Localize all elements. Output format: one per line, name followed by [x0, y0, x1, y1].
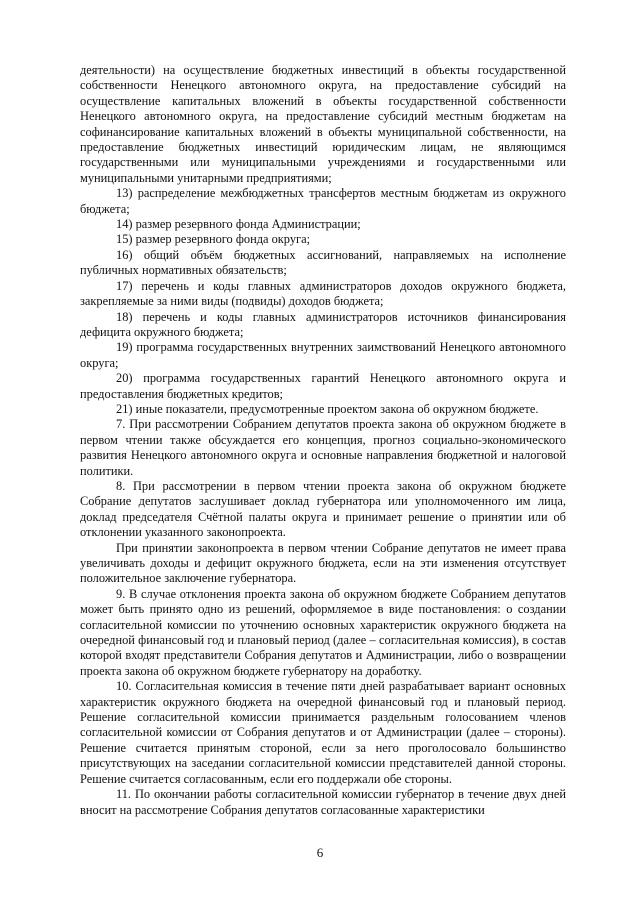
- paragraph-section-8-note: При принятии законопроекта в первом чтении Собрание депутатов не имеет права увеличивать доходы и дефицит окружного бюджета, если на эти изменения отсутствует положительное заключение губернатора.: [80, 540, 566, 586]
- paragraph-item-17: 17) перечень и коды главных администраторов доходов окружного бюджета, закрепляемые за ними виды (подвиды) доходов бюджета;: [80, 278, 566, 309]
- paragraph-item-15: 15) размер резервного фонда округа;: [116, 232, 311, 247]
- paragraph-section-11: 11. По окончании работы согласительной комиссии губернатор в течение двух дней вносит на рассмотрение Собрания депутатов согласованные характеристики: [80, 787, 566, 817]
- paragraph-item-14: 14) размер резервного фонда Администрации;: [116, 217, 361, 232]
- paragraph-item-19: 19) программа государственных внутренних заимствований Ненецкого автономного округа;: [80, 340, 566, 370]
- paragraph-item-21: 21) иные показатели, предусмотренные проектом закона об окружном бюджете.: [116, 401, 539, 416]
- paragraph-section-10: 10. Согласительная комиссия в течение пяти дней разрабатывает вариант основных характеристик окружного бюджета на очередной финансовый год и плановый период. Решение согласительной комиссии принимается раздельным голосованием членов согласительной комиссии от Собрания депутатов и от Администрации (далее – стороны). Решение считается принятым стороной, если за него проголосовало большинство присутствующих на заседании согласительной комиссии представителей данной стороны. Решение считается согласованным, если его поддержали обе стороны.: [80, 679, 566, 786]
- paragraph-section-7: 7. При рассмотрении Собранием депутатов проекта закона об окружном бюджете в первом чтении также обсуждается его концепция, прогноз социально-экономического развития Ненецкого автономного округа и основные направления бюджетной и налоговой политики.: [80, 417, 566, 478]
- paragraph-continuation: деятельности) на осуществление бюджетных инвестиций в объекты государственной собственности Ненецкого автономного округа, на предоставление субсидий на осуществление капитальных вложений в объекты государственной собственности Ненецкого автономного округа, на предоставление субсидий местным бюджетам на софинансирование капитальных вложений в объекты муниципальной собственности, на предоставление бюджетных инвестиций юридическим лицам, не являющимся государственными или муниципальными учреждениями и государственными или муниципальными унитарными предприятиями;: [80, 63, 566, 185]
- paragraph-item-20: 20) программа государственных гарантий Ненецкого автономного округа и предоставления бюджетных кредитов;: [80, 371, 566, 401]
- paragraph-item-18: 18) перечень и коды главных администраторов источников финансирования дефицита окружного бюджета;: [80, 309, 566, 339]
- page-number: 6: [316, 845, 324, 860]
- document-body: [80, 63, 566, 818]
- paragraph-item-13: 13) распределение межбюджетных трансфертов местным бюджетам из окружного бюджета;: [80, 186, 566, 216]
- paragraph-section-9: 9. В случае отклонения проекта закона об окружном бюджете Собранием депутатов может быть принято одно из решений, оформляемое в виде постановления: о создании согласительной комиссии по уточнению основных характеристик окружного бюджета на очередной финансовый год и плановый период (далее – согласительная комиссия), в состав которой входят представители Собрания депутатов и Администрации, либо о возвращении проекта закона об окружном бюджете губернатору на доработку.: [80, 586, 566, 678]
- paragraph-section-8: 8. При рассмотрении в первом чтении проекта закона об окружном бюджете Собрание депутатов заслушивает доклад губернатора или уполномоченного им лица, доклад председателя Счётной палаты округа и принимает решение о принятии или об отклонении указанного законопроекта.: [80, 478, 566, 540]
- paragraph-item-16: 16) общий объём бюджетных ассигнований, направляемых на исполнение публичных нормативных обязательств;: [80, 247, 566, 278]
